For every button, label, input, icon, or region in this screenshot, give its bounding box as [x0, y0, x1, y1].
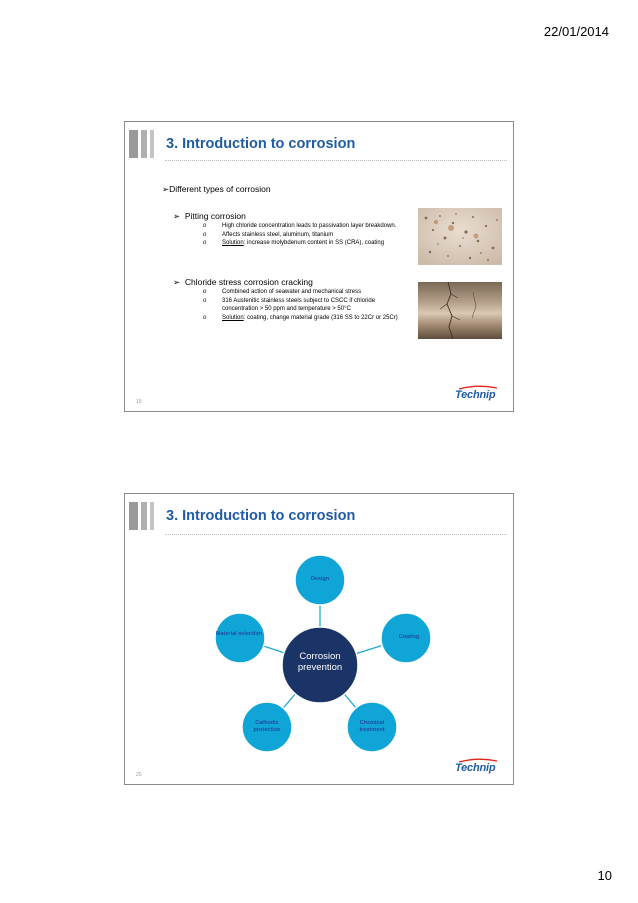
- pitting-photo: [418, 208, 502, 265]
- page-number: 10: [597, 868, 612, 883]
- label-corrosion-prevention: Corrosion prevention: [297, 651, 343, 673]
- arrow-bullet-icon: ➢: [162, 184, 170, 194]
- slide-number: 20: [136, 772, 142, 778]
- bullet-text: Different types of corrosion: [169, 184, 271, 194]
- arrow-bullet-icon: ➢: [173, 211, 181, 221]
- bullet-different-types: [162, 184, 271, 195]
- slide-title: 3. Introduction to corrosion: [166, 136, 356, 152]
- list-item: o Combined action of seawater and mechanical stress: [203, 289, 362, 295]
- slide-pitting-corrosion: [124, 121, 514, 412]
- title-divider: [165, 160, 507, 161]
- arrow-bullet-icon: ➢: [173, 277, 181, 287]
- technip-logo: Technip: [455, 758, 501, 776]
- list-item: o Affects stainless steel, aluminum, titanium: [203, 231, 334, 238]
- label-material-selection: Material selection: [215, 631, 263, 637]
- label-chemical-treatment: Chemical treatment: [359, 720, 385, 733]
- technip-logo: Technip: [455, 385, 501, 403]
- corrosion-prevention-diagram: [125, 494, 513, 784]
- section-heading: Pitting corrosion: [184, 211, 246, 221]
- list-item: o 316 Austenitic stainless steels subject to CSCC if chloride concentration > 50 ppm and temperature > 50°C: [203, 297, 376, 312]
- node-material-selection: [215, 613, 265, 663]
- chloride-list: [203, 288, 398, 322]
- heading-pitting: [173, 211, 246, 222]
- label-coating: Coating: [398, 634, 420, 640]
- section-heading: Chloride stress corrosion cracking: [184, 277, 313, 287]
- slide-number: 19: [136, 399, 142, 405]
- heading-chloride-scc: [173, 277, 313, 288]
- title-bars-decoration: [129, 130, 154, 158]
- label-cathodic-protection: Cathodic protection: [253, 720, 281, 733]
- list-item: o High chloride concentration leads to passivation layer breakdown.: [203, 223, 397, 229]
- list-item: o Solution: coating, change material grade (316 SS to 22Cr or 25Cr): [203, 314, 398, 321]
- label-design: Design: [310, 576, 330, 582]
- slide-corrosion-prevention: [124, 493, 514, 785]
- stress-corrosion-photo: [418, 282, 502, 339]
- page-date: 22/01/2014: [543, 24, 609, 39]
- list-item: o Solution: increase molybdenum content in SS (CRA), coating: [203, 240, 385, 246]
- pitting-list: [203, 222, 398, 248]
- slide-title: 3. Introduction to corrosion: [166, 508, 356, 524]
